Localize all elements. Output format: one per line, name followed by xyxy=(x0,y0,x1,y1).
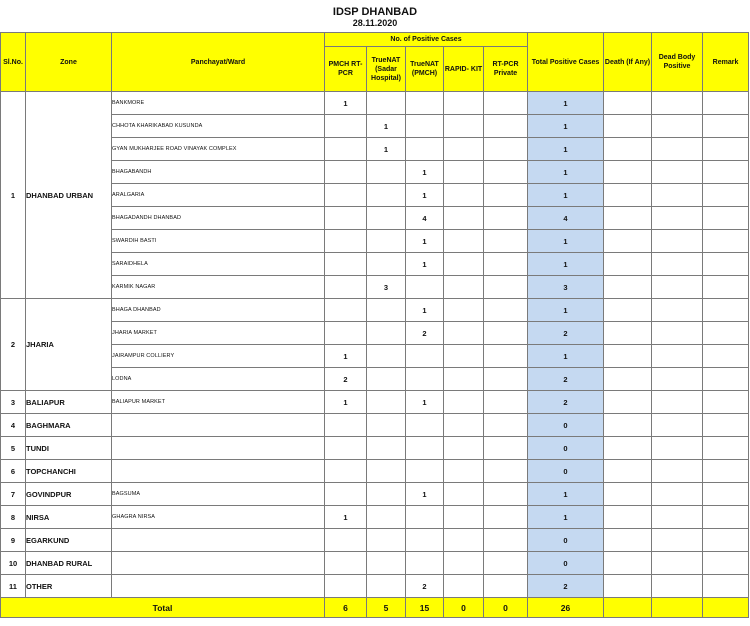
death-cell xyxy=(604,322,652,345)
table-row xyxy=(1,391,749,414)
table-row xyxy=(1,437,749,460)
total-positive-cell: 0 xyxy=(528,414,604,437)
truenat-pmch-cell xyxy=(406,345,444,368)
table-row xyxy=(1,529,749,552)
total-remark xyxy=(703,598,749,618)
dead-body-cell xyxy=(652,299,703,322)
remark-cell xyxy=(703,552,749,575)
pmch-rtpcr-cell xyxy=(325,161,367,184)
truenat-sadar-cell: 3 xyxy=(367,276,406,299)
dead-body-cell xyxy=(652,253,703,276)
death-cell xyxy=(604,184,652,207)
total-dead-body xyxy=(652,598,703,618)
table-row xyxy=(1,414,749,437)
ward-cell: BHAGABANDH xyxy=(112,161,325,184)
ward-cell: CHHOTA KHARIKABAD KUSUNDA xyxy=(112,115,325,138)
rtpcr-private-cell xyxy=(484,414,528,437)
total-truenat-sadar: 5 xyxy=(367,598,406,618)
sl-no-cell: 11 xyxy=(1,575,26,598)
truenat-sadar-cell xyxy=(367,575,406,598)
death-cell xyxy=(604,414,652,437)
ward-cell xyxy=(112,414,325,437)
zone-cell: JHARIA xyxy=(26,299,112,391)
header-total: Total Positive Cases xyxy=(528,33,604,92)
remark-cell xyxy=(703,184,749,207)
total-positive-cell: 0 xyxy=(528,437,604,460)
pmch-rtpcr-cell: 1 xyxy=(325,92,367,115)
sl-no-cell: 5 xyxy=(1,437,26,460)
truenat-pmch-cell xyxy=(406,414,444,437)
total-positive-cell: 2 xyxy=(528,368,604,391)
rapid-kit-cell xyxy=(444,161,484,184)
zone-cell: EGARKUND xyxy=(26,529,112,552)
sl-no-cell: 2 xyxy=(1,299,26,391)
total-positive-cell: 3 xyxy=(528,276,604,299)
death-cell xyxy=(604,253,652,276)
remark-cell xyxy=(703,368,749,391)
death-cell xyxy=(604,299,652,322)
pmch-rtpcr-cell: 1 xyxy=(325,345,367,368)
table-row xyxy=(1,322,749,345)
ward-cell: KARMIK NAGAR xyxy=(112,276,325,299)
zone-cell: GOVINDPUR xyxy=(26,483,112,506)
truenat-sadar-cell xyxy=(367,437,406,460)
truenat-pmch-cell: 1 xyxy=(406,299,444,322)
rapid-kit-cell xyxy=(444,552,484,575)
death-cell xyxy=(604,529,652,552)
death-cell xyxy=(604,506,652,529)
truenat-sadar-cell xyxy=(367,92,406,115)
pmch-rtpcr-cell xyxy=(325,483,367,506)
dead-body-cell xyxy=(652,115,703,138)
dead-body-cell xyxy=(652,92,703,115)
truenat-sadar-cell xyxy=(367,391,406,414)
remark-cell xyxy=(703,299,749,322)
sl-no-cell: 9 xyxy=(1,529,26,552)
death-cell xyxy=(604,483,652,506)
truenat-sadar-cell: 1 xyxy=(367,115,406,138)
ward-cell: JAIRAMPUR COLLIERY xyxy=(112,345,325,368)
dead-body-cell xyxy=(652,184,703,207)
death-cell xyxy=(604,276,652,299)
truenat-sadar-cell xyxy=(367,506,406,529)
truenat-pmch-cell: 2 xyxy=(406,322,444,345)
truenat-sadar-cell xyxy=(367,368,406,391)
zone-cell: DHANBAD RURAL xyxy=(26,552,112,575)
dead-body-cell xyxy=(652,506,703,529)
truenat-pmch-cell: 1 xyxy=(406,253,444,276)
truenat-sadar-cell xyxy=(367,207,406,230)
pmch-rtpcr-cell xyxy=(325,115,367,138)
ward-cell xyxy=(112,529,325,552)
death-cell xyxy=(604,391,652,414)
dead-body-cell xyxy=(652,460,703,483)
rapid-kit-cell xyxy=(444,368,484,391)
pmch-rtpcr-cell xyxy=(325,460,367,483)
remark-cell xyxy=(703,207,749,230)
report-title: IDSP DHANBAD xyxy=(332,6,418,18)
truenat-pmch-cell: 1 xyxy=(406,161,444,184)
table-row xyxy=(1,483,749,506)
table-footer xyxy=(1,598,749,618)
remark-cell xyxy=(703,322,749,345)
total-positive-cell: 1 xyxy=(528,230,604,253)
ward-cell: LODNA xyxy=(112,368,325,391)
total-positive-cell: 1 xyxy=(528,506,604,529)
pmch-rtpcr-cell xyxy=(325,276,367,299)
sl-no-cell: 6 xyxy=(1,460,26,483)
table-row xyxy=(1,138,749,161)
pmch-rtpcr-cell xyxy=(325,230,367,253)
rtpcr-private-cell xyxy=(484,345,528,368)
death-cell xyxy=(604,230,652,253)
remark-cell xyxy=(703,138,749,161)
rapid-kit-cell xyxy=(444,230,484,253)
pmch-rtpcr-cell xyxy=(325,414,367,437)
header-truenat-pmch: TrueNAT (PMCH) xyxy=(406,47,444,92)
total-rtpcr-private: 0 xyxy=(484,598,528,618)
header-rapid-kit: RAPID- KIT xyxy=(444,47,484,92)
remark-cell xyxy=(703,506,749,529)
remark-cell xyxy=(703,92,749,115)
rtpcr-private-cell xyxy=(484,552,528,575)
total-rapid-kit: 0 xyxy=(444,598,484,618)
ward-cell: SWARDIH BASTI xyxy=(112,230,325,253)
death-cell xyxy=(604,115,652,138)
rapid-kit-cell xyxy=(444,345,484,368)
truenat-sadar-cell xyxy=(367,460,406,483)
total-positive-cell: 1 xyxy=(528,253,604,276)
zone-cell: TOPCHANCHI xyxy=(26,460,112,483)
remark-cell xyxy=(703,161,749,184)
table-row xyxy=(1,184,749,207)
death-cell xyxy=(604,138,652,161)
sl-no-cell: 7 xyxy=(1,483,26,506)
total-positive-cell: 0 xyxy=(528,529,604,552)
rtpcr-private-cell xyxy=(484,184,528,207)
table-row xyxy=(1,253,749,276)
total-positive-cell: 2 xyxy=(528,575,604,598)
table-body xyxy=(1,92,749,598)
rapid-kit-cell xyxy=(444,299,484,322)
ward-cell: SARAIDHELA xyxy=(112,253,325,276)
total-pmch: 6 xyxy=(325,598,367,618)
pmch-rtpcr-cell xyxy=(325,184,367,207)
rtpcr-private-cell xyxy=(484,138,528,161)
death-cell xyxy=(604,345,652,368)
positive-cases-table xyxy=(0,32,749,618)
table-row xyxy=(1,460,749,483)
grand-total: 26 xyxy=(528,598,604,618)
truenat-sadar-cell xyxy=(367,253,406,276)
remark-cell xyxy=(703,437,749,460)
rapid-kit-cell xyxy=(444,322,484,345)
table-row xyxy=(1,299,749,322)
dead-body-cell xyxy=(652,161,703,184)
death-cell xyxy=(604,552,652,575)
rtpcr-private-cell xyxy=(484,299,528,322)
remark-cell xyxy=(703,414,749,437)
header-ward: Panchayat/Ward xyxy=(112,33,325,92)
remark-cell xyxy=(703,529,749,552)
pmch-rtpcr-cell xyxy=(325,552,367,575)
dead-body-cell xyxy=(652,552,703,575)
death-cell xyxy=(604,437,652,460)
total-positive-cell: 1 xyxy=(528,115,604,138)
truenat-sadar-cell xyxy=(367,161,406,184)
dead-body-cell xyxy=(652,230,703,253)
table-row xyxy=(1,345,749,368)
table-row xyxy=(1,552,749,575)
remark-cell xyxy=(703,115,749,138)
truenat-sadar-cell xyxy=(367,184,406,207)
ward-cell: ARALGARIA xyxy=(112,184,325,207)
zone-cell: BAGHMARA xyxy=(26,414,112,437)
rapid-kit-cell xyxy=(444,184,484,207)
zone-cell: BALIAPUR xyxy=(26,391,112,414)
ward-cell: JHARIA MARKET xyxy=(112,322,325,345)
total-positive-cell: 1 xyxy=(528,299,604,322)
remark-cell xyxy=(703,483,749,506)
rapid-kit-cell xyxy=(444,483,484,506)
total-positive-cell: 0 xyxy=(528,552,604,575)
rtpcr-private-cell xyxy=(484,391,528,414)
dead-body-cell xyxy=(652,276,703,299)
table-row xyxy=(1,230,749,253)
truenat-pmch-cell xyxy=(406,138,444,161)
truenat-pmch-cell xyxy=(406,276,444,299)
truenat-pmch-cell xyxy=(406,437,444,460)
pmch-rtpcr-cell: 1 xyxy=(325,506,367,529)
dead-body-cell xyxy=(652,414,703,437)
rtpcr-private-cell xyxy=(484,368,528,391)
dead-body-cell xyxy=(652,391,703,414)
header-dead-body: Dead Body Positive xyxy=(652,33,703,92)
table-row xyxy=(1,368,749,391)
truenat-sadar-cell xyxy=(367,230,406,253)
truenat-sadar-cell xyxy=(367,552,406,575)
pmch-rtpcr-cell xyxy=(325,253,367,276)
ward-cell: BANKMORE xyxy=(112,92,325,115)
truenat-pmch-cell xyxy=(406,115,444,138)
total-positive-cell: 1 xyxy=(528,161,604,184)
rapid-kit-cell xyxy=(444,253,484,276)
truenat-sadar-cell: 1 xyxy=(367,138,406,161)
table-row xyxy=(1,115,749,138)
truenat-pmch-cell: 1 xyxy=(406,184,444,207)
header-zone: Zone xyxy=(26,33,112,92)
total-label: Total xyxy=(1,598,325,618)
total-positive-cell: 4 xyxy=(528,207,604,230)
truenat-pmch-cell xyxy=(406,92,444,115)
pmch-rtpcr-cell xyxy=(325,529,367,552)
death-cell xyxy=(604,460,652,483)
remark-cell xyxy=(703,391,749,414)
pmch-rtpcr-cell xyxy=(325,207,367,230)
dead-body-cell xyxy=(652,529,703,552)
truenat-pmch-cell: 1 xyxy=(406,483,444,506)
dead-body-cell xyxy=(652,437,703,460)
death-cell xyxy=(604,368,652,391)
rapid-kit-cell xyxy=(444,414,484,437)
total-positive-cell: 2 xyxy=(528,391,604,414)
remark-cell xyxy=(703,230,749,253)
dead-body-cell xyxy=(652,207,703,230)
sl-no-cell: 1 xyxy=(1,92,26,299)
zone-cell: OTHER xyxy=(26,575,112,598)
pmch-rtpcr-cell xyxy=(325,299,367,322)
table-row xyxy=(1,207,749,230)
header-pmch-rtpcr: PMCH RT-PCR xyxy=(325,47,367,92)
rapid-kit-cell xyxy=(444,506,484,529)
header-rtpcr-private: RT-PCR Private xyxy=(484,47,528,92)
rtpcr-private-cell xyxy=(484,253,528,276)
rtpcr-private-cell xyxy=(484,575,528,598)
dead-body-cell xyxy=(652,345,703,368)
table-header xyxy=(1,33,749,92)
sl-no-cell: 8 xyxy=(1,506,26,529)
rtpcr-private-cell xyxy=(484,92,528,115)
ward-cell xyxy=(112,437,325,460)
total-positive-cell: 1 xyxy=(528,138,604,161)
truenat-pmch-cell xyxy=(406,368,444,391)
death-cell xyxy=(604,207,652,230)
zone-cell: TUNDI xyxy=(26,437,112,460)
ward-cell: BHAGADANDH DHANBAD xyxy=(112,207,325,230)
truenat-sadar-cell xyxy=(367,299,406,322)
rapid-kit-cell xyxy=(444,529,484,552)
truenat-sadar-cell xyxy=(367,414,406,437)
truenat-sadar-cell xyxy=(367,483,406,506)
rapid-kit-cell xyxy=(444,460,484,483)
header-remark: Remark xyxy=(703,33,749,92)
rtpcr-private-cell xyxy=(484,460,528,483)
truenat-sadar-cell xyxy=(367,345,406,368)
table-row xyxy=(1,575,749,598)
header-sl: Sl.No. xyxy=(1,33,26,92)
death-cell xyxy=(604,161,652,184)
total-positive-cell: 1 xyxy=(528,345,604,368)
sl-no-cell: 3 xyxy=(1,391,26,414)
rapid-kit-cell xyxy=(444,391,484,414)
truenat-pmch-cell xyxy=(406,529,444,552)
ward-cell: GHAGRA NIRSA xyxy=(112,506,325,529)
table-row xyxy=(1,92,749,115)
truenat-pmch-cell: 1 xyxy=(406,391,444,414)
header-truenat-sadar: TrueNAT (Sadar Hospital) xyxy=(367,47,406,92)
dead-body-cell xyxy=(652,575,703,598)
dead-body-cell xyxy=(652,322,703,345)
rtpcr-private-cell xyxy=(484,529,528,552)
total-positive-cell: 1 xyxy=(528,184,604,207)
truenat-pmch-cell: 4 xyxy=(406,207,444,230)
pmch-rtpcr-cell xyxy=(325,437,367,460)
rtpcr-private-cell xyxy=(484,161,528,184)
sl-no-cell: 10 xyxy=(1,552,26,575)
ward-cell xyxy=(112,552,325,575)
pmch-rtpcr-cell xyxy=(325,575,367,598)
total-row xyxy=(1,598,749,618)
rapid-kit-cell xyxy=(444,437,484,460)
sl-no-cell: 4 xyxy=(1,414,26,437)
ward-cell xyxy=(112,460,325,483)
death-cell xyxy=(604,575,652,598)
rtpcr-private-cell xyxy=(484,115,528,138)
ward-cell xyxy=(112,575,325,598)
rapid-kit-cell xyxy=(444,138,484,161)
rapid-kit-cell xyxy=(444,207,484,230)
rtpcr-private-cell xyxy=(484,322,528,345)
pmch-rtpcr-cell: 2 xyxy=(325,368,367,391)
pmch-rtpcr-cell xyxy=(325,322,367,345)
header-death: Death (If Any) xyxy=(604,33,652,92)
header-positive-group: No. of Positive Cases xyxy=(325,33,528,47)
truenat-sadar-cell xyxy=(367,322,406,345)
total-truenat-pmch: 15 xyxy=(406,598,444,618)
total-positive-cell: 0 xyxy=(528,460,604,483)
total-death xyxy=(604,598,652,618)
pmch-rtpcr-cell: 1 xyxy=(325,391,367,414)
truenat-pmch-cell: 1 xyxy=(406,230,444,253)
total-positive-cell: 1 xyxy=(528,92,604,115)
table-row xyxy=(1,161,749,184)
pmch-rtpcr-cell xyxy=(325,138,367,161)
dead-body-cell xyxy=(652,138,703,161)
rtpcr-private-cell xyxy=(484,230,528,253)
zone-cell: DHANBAD URBAN xyxy=(26,92,112,299)
ward-cell: BALIAPUR MARKET xyxy=(112,391,325,414)
remark-cell xyxy=(703,575,749,598)
rtpcr-private-cell xyxy=(484,437,528,460)
rapid-kit-cell xyxy=(444,575,484,598)
remark-cell xyxy=(703,253,749,276)
table-row xyxy=(1,506,749,529)
truenat-pmch-cell: 2 xyxy=(406,575,444,598)
rapid-kit-cell xyxy=(444,276,484,299)
zone-cell: NIRSA xyxy=(26,506,112,529)
rtpcr-private-cell xyxy=(484,276,528,299)
ward-cell: BAGSUMA xyxy=(112,483,325,506)
rtpcr-private-cell xyxy=(484,483,528,506)
truenat-pmch-cell xyxy=(406,460,444,483)
total-positive-cell: 2 xyxy=(528,322,604,345)
rtpcr-private-cell xyxy=(484,207,528,230)
rapid-kit-cell xyxy=(444,92,484,115)
truenat-pmch-cell xyxy=(406,552,444,575)
truenat-sadar-cell xyxy=(367,529,406,552)
remark-cell xyxy=(703,345,749,368)
table-row xyxy=(1,276,749,299)
remark-cell xyxy=(703,460,749,483)
report-date: 28.11.2020 xyxy=(352,18,398,28)
death-cell xyxy=(604,92,652,115)
remark-cell xyxy=(703,276,749,299)
total-positive-cell: 1 xyxy=(528,483,604,506)
rapid-kit-cell xyxy=(444,115,484,138)
dead-body-cell xyxy=(652,483,703,506)
truenat-pmch-cell xyxy=(406,506,444,529)
dead-body-cell xyxy=(652,368,703,391)
ward-cell: GYAN MUKHARJEE ROAD VINAYAK COMPLEX xyxy=(112,138,325,161)
ward-cell: BHAGA DHANBAD xyxy=(112,299,325,322)
rtpcr-private-cell xyxy=(484,506,528,529)
